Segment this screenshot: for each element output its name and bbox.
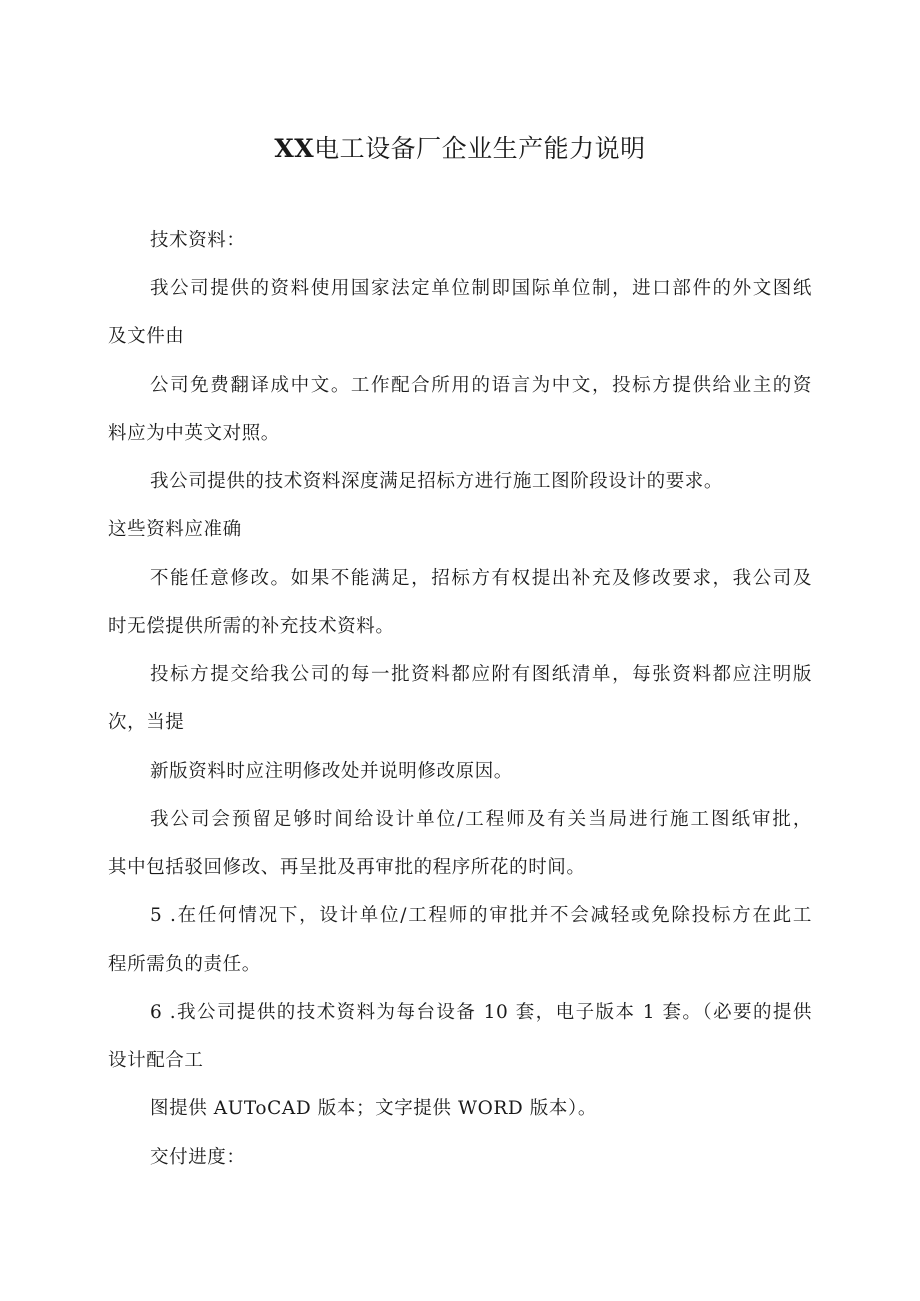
paragraph-line: 公司免费翻译成中文。工作配合所用的语言为中文，投标方提供给业主的资: [150, 375, 812, 396]
paragraph-line: 程所需负的责任。: [108, 954, 261, 975]
paragraph-line: 不能任意修改。如果不能满足，招标方有权提出补充及修改要求，我公司及: [150, 568, 812, 589]
paragraph-line: 料应为中英文对照。: [108, 423, 280, 444]
paragraph-line: 设计配合工: [108, 1050, 204, 1071]
paragraph-line: 时无偿提供所需的补充技术资料。: [108, 616, 395, 637]
paragraph-line: 我公司提供的资料使用国家法定单位制即国际单位制，进口部件的外文图纸: [150, 278, 812, 299]
paragraph-line: 我公司会预留足够时间给设计单位/工程师及有关当局进行施工图纸审批，: [150, 809, 812, 830]
paragraph-line: 其中包括驳回修改、再呈批及再审批的程序所花的时间。: [108, 857, 586, 878]
paragraph-line: 新版资料时应注明修改处并说明修改原因。: [150, 761, 513, 782]
document-title: [0, 131, 920, 167]
paragraph-line: 投标方提交给我公司的每一批资料都应附有图纸清单，每张资料都应注明版: [150, 664, 812, 685]
section-heading-technical-data: 技术资料：: [150, 230, 246, 251]
list-item-6: 6 .我公司提供的技术资料为每台设备 10 套，电子版本 1 套。（必要的提供: [150, 1002, 812, 1023]
paragraph-line: 我公司提供的技术资料深度满足招标方进行施工图阶段设计的要求。: [150, 471, 724, 492]
section-heading-delivery-schedule: 交付进度：: [150, 1147, 246, 1168]
paragraph-line: 次，当提: [108, 712, 185, 733]
paragraph-line: 图提供 AUToCAD 版本；文字提供 WORD 版本）。: [150, 1098, 597, 1119]
title-prefix: XX: [274, 134, 315, 163]
paragraph-line: 这些资料应准确: [108, 519, 242, 540]
paragraph-line: 及文件由: [108, 326, 185, 347]
title-text: 电工设备厂企业生产能力说明: [314, 134, 646, 163]
list-item-5: 5 .在任何情况下，设计单位/工程师的审批并不会减轻或免除投标方在此工: [150, 905, 812, 926]
